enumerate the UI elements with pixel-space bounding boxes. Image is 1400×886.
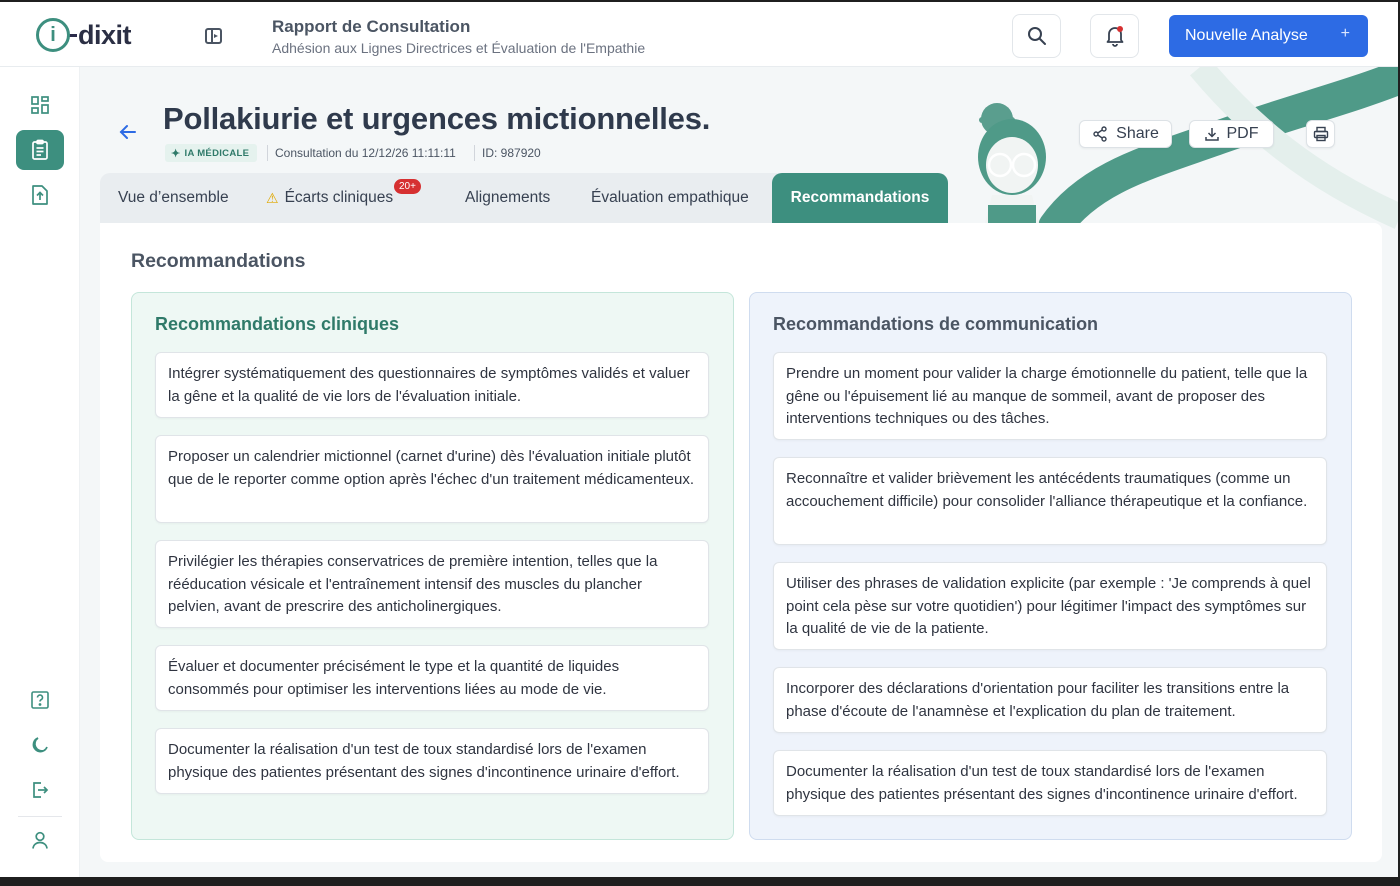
download-icon	[1205, 127, 1219, 141]
clinical-recommendation-card: Documenter la réalisation d'un test de toux standardisé lors de l'examen physique des patientes présentant des signes d'incontinence urinaire d'effort.	[155, 728, 709, 794]
report-title: Rapport de Consultation	[272, 17, 471, 36]
sidebar-item-dashboard[interactable]	[16, 85, 64, 125]
tab-overview[interactable]	[118, 173, 229, 223]
tab-bar	[100, 173, 948, 223]
moon-icon	[30, 735, 50, 755]
consultation-id: ID: 987920	[482, 146, 541, 160]
tab-clinical-gaps[interactable]	[266, 173, 393, 223]
app-logo[interactable]	[36, 16, 131, 54]
print-button[interactable]	[1306, 120, 1335, 148]
clinical-title: Recommandations cliniques	[155, 314, 400, 334]
bell-icon	[1105, 25, 1125, 47]
tab-alignments[interactable]	[465, 173, 550, 223]
communication-title: Recommandations de communication	[773, 314, 1099, 334]
window-bottom-edge	[0, 877, 1400, 886]
tab-label: Alignements	[465, 189, 551, 206]
new-analysis-label: Nouvelle Analyse	[1185, 27, 1308, 44]
sidebar-item-logout[interactable]	[16, 770, 64, 810]
notifications-button[interactable]	[1090, 14, 1139, 58]
sidebar	[0, 67, 80, 877]
tab-empathy[interactable]	[591, 173, 749, 223]
sidebar-divider	[18, 816, 62, 817]
clinical-recommendation-card: Évaluer et documenter précisément le type et la quantité de liquides consommés pour optimiser les interventions liées au mode de vie.	[155, 645, 709, 711]
tab-count-badge: 20+	[394, 179, 421, 194]
ia-badge-label: IA MÉDICALE	[184, 147, 250, 159]
clinical-recommendation-card: Intégrer systématiquement des questionnaires de symptômes validés et valuer la gêne et la qualité de vie lors de l'évaluation initiale.	[155, 352, 709, 418]
arrow-left-icon	[118, 122, 138, 142]
share-label: Share	[1116, 125, 1159, 142]
logo-letter: i	[50, 23, 56, 46]
sidebar-toggle-icon[interactable]	[205, 28, 222, 44]
back-button[interactable]	[118, 122, 138, 146]
page-title: Pollakiurie et urgences mictionnelles.	[163, 101, 711, 136]
printer-icon	[1313, 126, 1329, 142]
section-title: Recommandations	[131, 250, 306, 272]
top-bar	[0, 0, 1400, 67]
clinical-recommendation-card: Proposer un calendrier mictionnel (carnet d'urine) dès l'évaluation initiale plutôt que de le reporter comme option après l'échec d'un traitement médicamenteux.	[155, 435, 709, 523]
warning-icon: ⚠	[266, 189, 279, 206]
communication-recommendation-card: Prendre un moment pour valider la charge émotionnelle du patient, telle que la gêne ou l'épuisement lié au manque de sommeil, avant de proposer des interventions techniques ou des tâches.	[773, 352, 1327, 440]
sidebar-item-profile[interactable]	[16, 820, 64, 860]
ia-badge	[165, 144, 257, 162]
help-icon	[30, 690, 50, 710]
dashboard-icon	[30, 95, 50, 115]
consultation-date: Consultation du 12/12/26 11:11:11	[275, 146, 456, 160]
new-analysis-button[interactable]	[1169, 15, 1368, 57]
meta-divider	[267, 145, 268, 161]
logo-mark	[36, 18, 70, 52]
file-upload-icon	[31, 184, 49, 206]
search-button[interactable]	[1012, 14, 1061, 58]
logo-text: dixit	[78, 19, 132, 50]
sparkle-icon: ✦	[171, 147, 181, 160]
pdf-label: PDF	[1226, 125, 1259, 142]
logout-icon	[30, 780, 50, 800]
clinical-recommendation-card: Privilégier les thérapies conservatrices de première intention, telles que la rééducation vésicale et l'entraînement intensif des muscles du plancher pelvien, avant de prescrire des anticholinergiques.	[155, 540, 709, 628]
pdf-button[interactable]	[1189, 120, 1274, 148]
share-button[interactable]	[1079, 120, 1172, 148]
user-icon	[30, 830, 50, 850]
plus-icon: +	[1340, 25, 1350, 42]
tab-label: Évaluation empathique	[591, 189, 749, 206]
tab-label: Écarts cliniques	[284, 189, 394, 206]
search-icon	[1027, 26, 1047, 46]
sidebar-item-theme[interactable]	[16, 725, 64, 765]
report-subtitle: Adhésion aux Lignes Directrices et Évaluation de l'Empathie	[272, 40, 646, 56]
communication-recommendation-card: Incorporer des déclarations d'orientation pour faciliter les transitions entre la phase d'écoute de l'anamnèse et l'explication du plan de traitement.	[773, 667, 1327, 733]
clipboard-icon	[30, 139, 50, 161]
sidebar-item-help[interactable]	[16, 680, 64, 720]
share-icon	[1092, 126, 1108, 142]
tab-label: Recommandations	[790, 189, 930, 206]
sidebar-item-reports[interactable]	[16, 130, 64, 170]
tab-recommendations[interactable]	[772, 173, 948, 223]
meta-divider	[474, 145, 475, 161]
sidebar-item-upload[interactable]	[16, 175, 64, 215]
communication-recommendation-card: Utiliser des phrases de validation explicite (par exemple : 'Je comprends à quel point cela pèse sur votre quotidien') pour légitimer l'impact des symptômes sur la qualité de vie de la patiente.	[773, 562, 1327, 650]
tab-label: Vue d’ensemble	[118, 189, 229, 206]
communication-recommendation-card: Reconnaître et valider brièvement les antécédents traumatiques (comme un accouchement difficile) pour consolider l'alliance thérapeutique et la confiance.	[773, 457, 1327, 545]
communication-recommendation-card: Documenter la réalisation d'un test de toux standardisé lors de l'examen physique des patientes présentant des signes d'incontinence urinaire d'effort.	[773, 750, 1327, 816]
